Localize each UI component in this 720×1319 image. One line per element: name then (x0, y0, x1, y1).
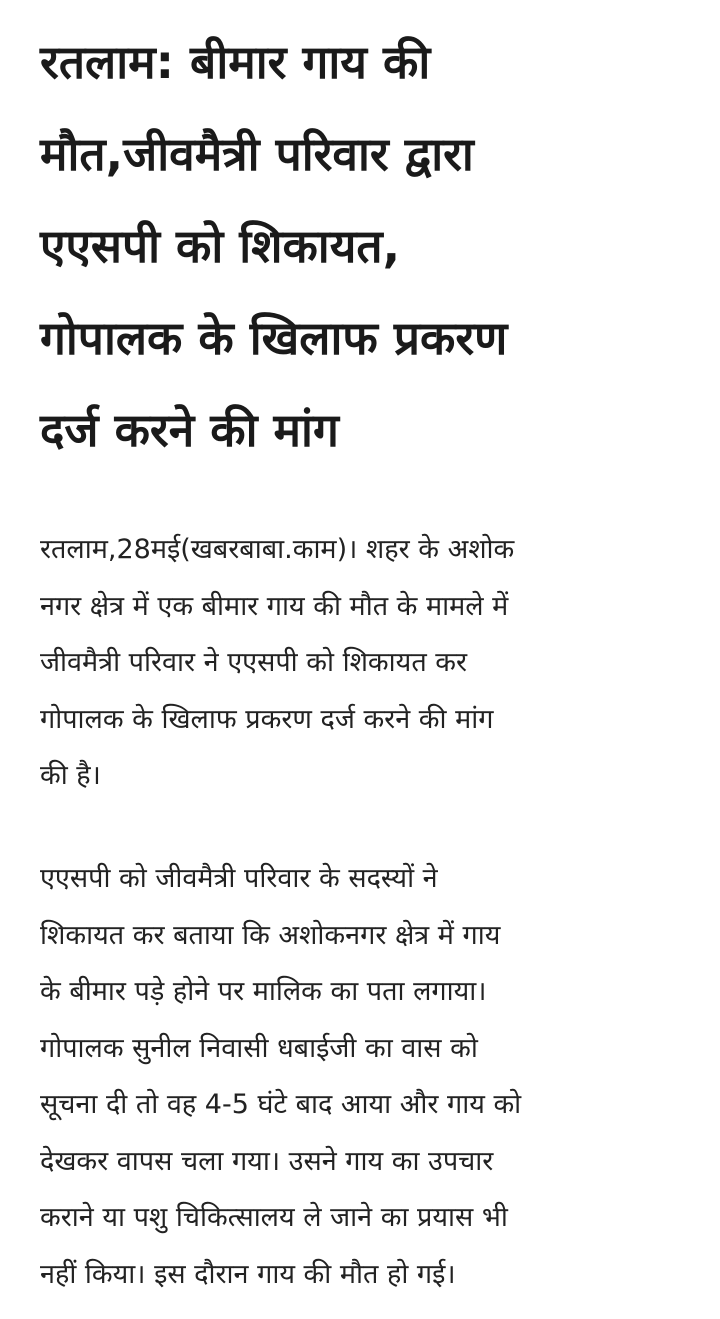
paragraph-line: रतलाम,28मई(खबरबाबा.काम)। शहर के अशोक (40, 534, 515, 565)
paragraph-line: गोपालक सुनील निवासी धबाईजी का वास को (40, 1032, 478, 1064)
paragraph-line: की है। (40, 760, 101, 791)
paragraph-line: के बीमार पड़े होने पर मालिक का पता लगाया। (40, 976, 487, 1007)
article-paragraph-details (40, 851, 521, 1303)
article-headline (40, 0, 690, 476)
headline-line: दर्ज करने की मांग (40, 403, 339, 457)
paragraph-line: गोपालक के खिलाफ प्रकरण दर्ज करने की मांग (40, 703, 494, 735)
paragraph-line: शिकायत कर बताया कि अशोकनगर क्षेत्र में गाय (40, 919, 501, 951)
paragraph-line: एएसपी को जीवमैत्री परिवार के सदस्यों ने (40, 863, 438, 894)
headline-line: गोपालक के खिलाफ प्रकरण (40, 311, 508, 365)
paragraph-line: नहीं किया। इस दौरान गाय की मौत हो गई। (40, 1258, 456, 1290)
news-article (40, 0, 690, 1290)
paragraph-line: देखकर वापस चला गया। उसने गाय का उपचार (40, 1145, 494, 1177)
headline-line: मौत,जीवमैत्री परिवार द्वारा (40, 127, 474, 181)
paragraph-line: नगर क्षेत्र में एक बीमार गाय की मौत के मामले में (40, 590, 509, 622)
headline-line: रतलाम: बीमार गाय की (40, 35, 431, 89)
article-paragraph-intro (40, 522, 514, 805)
paragraph-line: जीवमैत्री परिवार ने एएसपी को शिकायत कर (40, 647, 468, 678)
paragraph-line: सूचना दी तो वह 4-5 घंटे बाद आया और गाय को (40, 1089, 522, 1120)
paragraph-line: कराने या पशु चिकित्सालय ले जाने का प्रयास भी (40, 1202, 508, 1233)
headline-line: एएसपी को शिकायत, (40, 219, 401, 273)
